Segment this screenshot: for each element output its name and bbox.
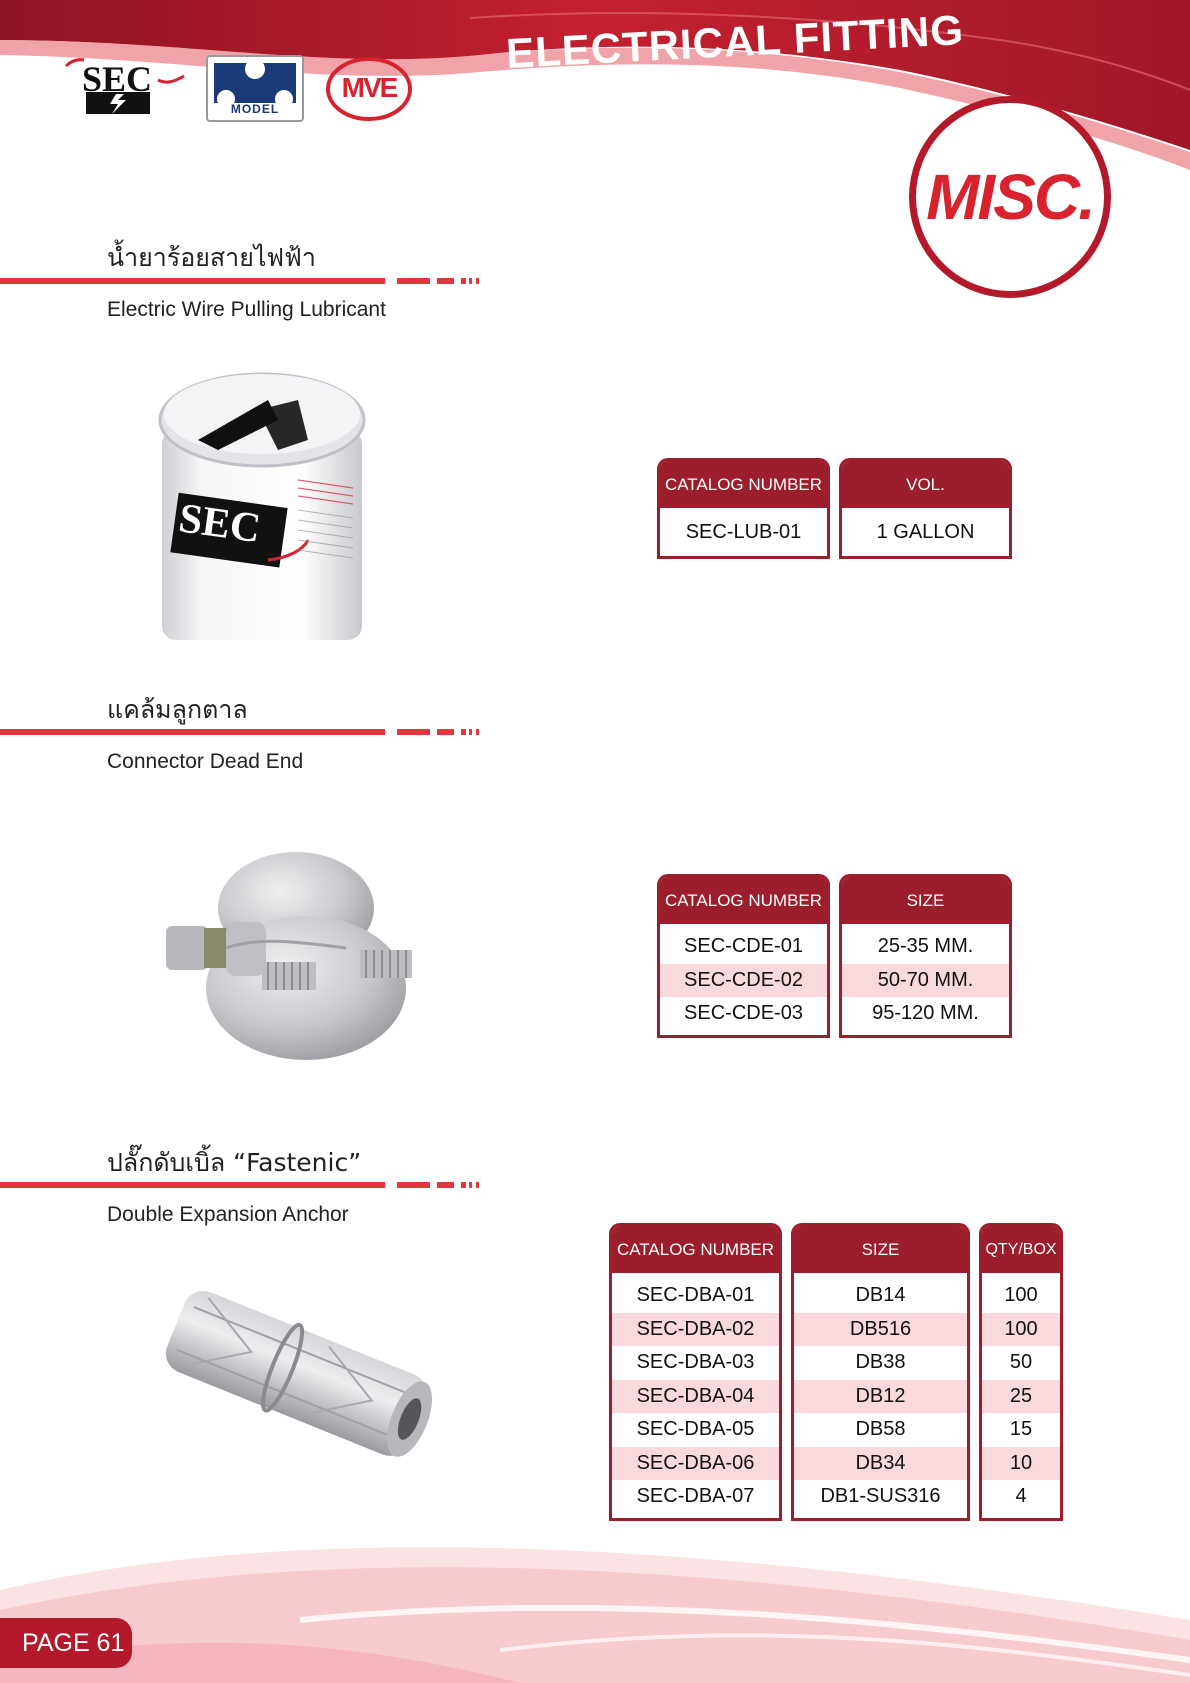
page-number-label: PAGE 61: [0, 1618, 132, 1668]
table-cell: DB34: [794, 1447, 967, 1481]
table-cell: DB38: [855, 1351, 906, 1373]
model-logo: [206, 55, 304, 122]
svg-text:SEC: SEC: [175, 495, 264, 553]
table-cell: 25: [982, 1380, 1060, 1414]
column-header: VOL.: [842, 461, 1009, 508]
misc-badge: [909, 96, 1111, 298]
table-cell: 50: [1009, 1351, 1033, 1373]
table-cell: 100: [982, 1313, 1060, 1347]
table-cell: 1 GALLON: [876, 521, 975, 543]
mve-logo: [324, 56, 414, 122]
table-column-qty: [979, 1223, 1063, 1521]
table-cell: SEC-DBA-01: [636, 1284, 755, 1306]
section-1-title-th: น้ำยาร้อยสายไฟฟ้า: [107, 243, 316, 272]
table-cell: SEC-DBA-05: [636, 1418, 755, 1440]
model-logo-text: MODEL: [230, 102, 280, 116]
table-cell: 10: [982, 1447, 1060, 1481]
column-header: SIZE: [842, 877, 1009, 924]
table-cell: DB14: [855, 1284, 906, 1306]
table-cell: SEC-CDE-03: [684, 1002, 803, 1024]
column-header: CATALOG NUMBER: [660, 877, 827, 924]
table-cell: DB12: [794, 1380, 967, 1414]
column-header: SIZE: [794, 1226, 967, 1273]
table-cell: SEC-DBA-07: [636, 1485, 755, 1507]
page-category-title: ELECTRICAL FITTING: [505, 6, 966, 77]
misc-badge-label: MISC.: [926, 161, 1094, 233]
table-cell: SEC-DBA-03: [636, 1351, 755, 1373]
table-column-catalog: [609, 1223, 782, 1521]
double-expansion-anchor-image: [155, 1268, 445, 1488]
table-cell: 25-35 MM.: [877, 935, 974, 957]
table-cell: SEC-DBA-02: [612, 1313, 779, 1347]
section-2-table: [657, 874, 1012, 1038]
table-column-size: [839, 874, 1012, 1038]
table-cell: SEC-CDE-02: [660, 964, 827, 998]
table-column-vol: [839, 458, 1012, 559]
table-cell: SEC-DBA-04: [612, 1380, 779, 1414]
table-cell: DB1-SUS316: [820, 1485, 941, 1507]
table-column-catalog: [657, 458, 830, 559]
table-column-catalog: [657, 874, 830, 1038]
table-cell: 4: [1015, 1485, 1027, 1507]
section-3-table: [609, 1223, 1063, 1521]
table-cell: DB516: [794, 1313, 967, 1347]
sec-logo-text: SEC: [82, 59, 153, 99]
section-1-table: [657, 458, 1012, 559]
table-cell: SEC-CDE-01: [684, 935, 803, 957]
section-1-title-en: Electric Wire Pulling Lubricant: [107, 298, 386, 321]
table-cell: 50-70 MM.: [842, 964, 1009, 998]
table-column-size: [791, 1223, 970, 1521]
column-header: QTY/BOX: [982, 1226, 1060, 1273]
column-header: CATALOG NUMBER: [612, 1226, 779, 1273]
lubricant-jar-image: [158, 370, 380, 650]
section-3-title-th: ปลั๊กดับเบิ้ล “Fastenic”: [107, 1148, 362, 1177]
section-3-title-en: Double Expansion Anchor: [107, 1203, 349, 1226]
table-cell: SEC-DBA-06: [612, 1447, 779, 1481]
table-cell: DB58: [855, 1418, 906, 1440]
table-cell: 100: [1004, 1284, 1038, 1306]
table-cell: 15: [1009, 1418, 1033, 1440]
column-header: CATALOG NUMBER: [660, 461, 827, 508]
footer-swoosh: [0, 1500, 1190, 1683]
table-cell: 95-120 MM.: [872, 1002, 979, 1024]
section-2-title-th: แคล้มลูกตาล: [107, 695, 248, 724]
sec-logo: [62, 56, 188, 118]
connector-dead-end-image: [166, 838, 436, 1073]
section-2-title-en: Connector Dead End: [107, 750, 304, 773]
table-cell: SEC-LUB-01: [685, 521, 802, 543]
mve-logo-text: MVE: [341, 72, 397, 103]
